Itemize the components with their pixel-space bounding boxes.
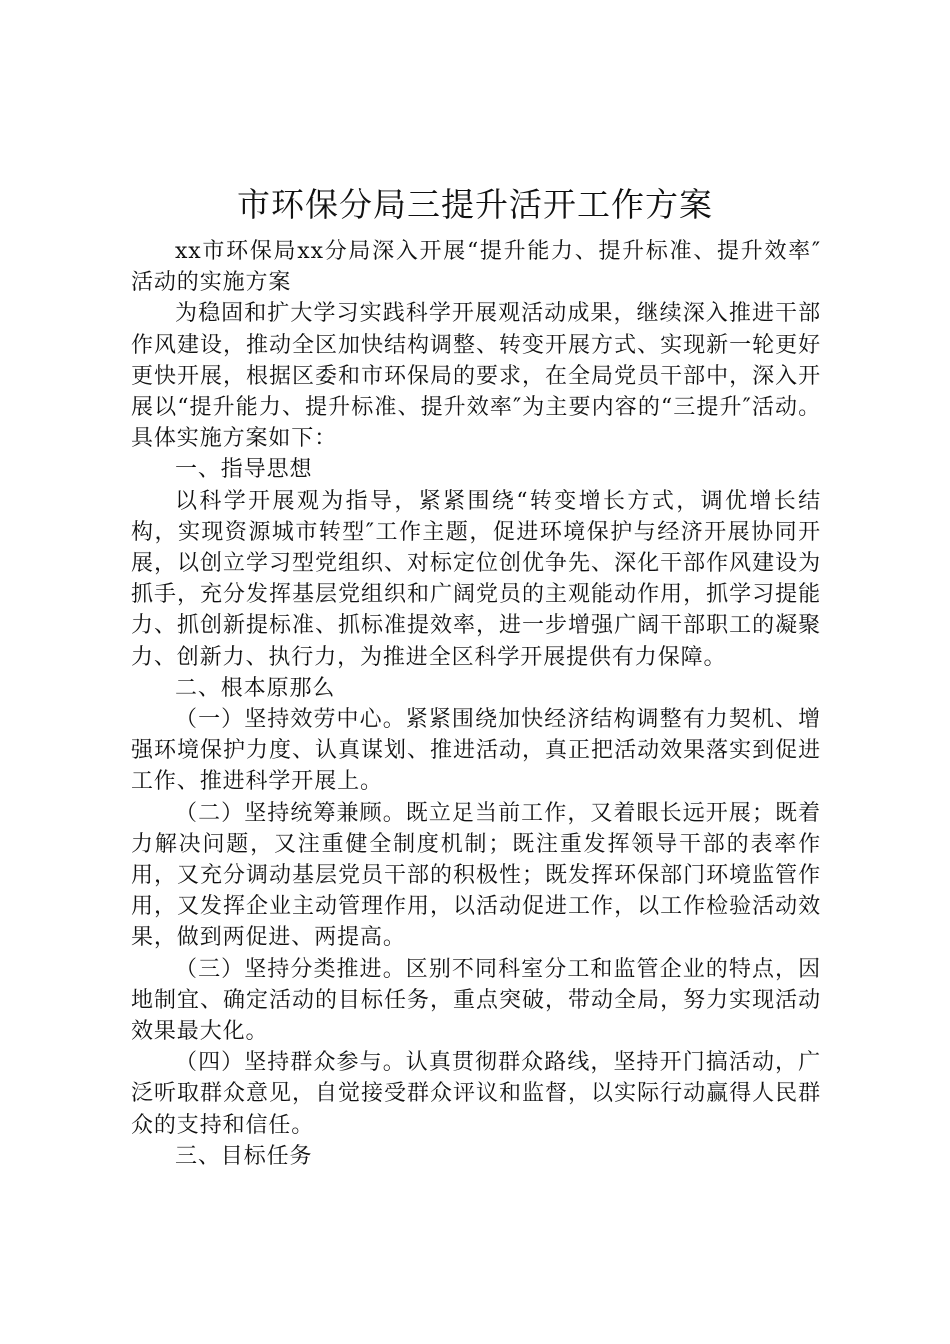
intro-paragraph: 为稳固和扩大学习实践科学开展观活动成果，继续深入推进干部作风建设，推动全区加快结构调整、转变开展方式、实现新一轮更好更快开展，根据区委和市环保局的要求，在全局党员干部中，深入开展以“提升能力、提升标准、提升效率″为主要内容的“三提升″活动。具体实施方案如下： bbox=[131, 301, 821, 452]
section-heading-objectives: 三、目标任务 bbox=[175, 1143, 313, 1169]
principle-paragraph-4: （四）坚持群众参与。认真贯彻群众路线，坚持开门搞活动，广泛听取群众意见，自觉接受群众评议和监督，以实际行动赢得人民群众的支持和信任。 bbox=[131, 1050, 821, 1138]
guiding-thought-paragraph: 以科学开展观为指导，紧紧围绕“转变增长方式，调优增长结构，实现资源城市转型″工作主题，促进环境保护与经济开展协同开展，以创立学习型党组织、对标定位创优争先、深化干部作风建设为抓手，充分发挥基层党组织和广阔党员的主观能动作用，抓学习提能力、抓创新提标准、抓标准提效率，进一步增强广阔干部职工的凝聚力、创新力、执行力，为推进全区科学开展提供有力保障。 bbox=[131, 488, 821, 670]
section-heading-basic-principles: 二、根本原那么 bbox=[175, 675, 336, 701]
principle-paragraph-3: （三）坚持分类推进。区别不同科室分工和监管企业的特点，因地制宜、确定活动的目标任务，重点突破，带动全局，努力实现活动效果最大化。 bbox=[131, 956, 821, 1045]
document-title: 市环保分局三提升活开工作方案 bbox=[237, 185, 713, 224]
subtitle-paragraph: xx市环保局xx分局深入开展“提升能力、提升标准、提升效率″活动的实施方案 bbox=[131, 239, 821, 296]
principle-paragraph-1: （一）坚持效劳中心。紧紧围绕加快经济结构调整有力契机、增强环境保护力度、认真谋划、推进活动，真正把活动效果落实到促进工作、推进科学开展上。 bbox=[131, 707, 821, 795]
principle-paragraph-2: （二）坚持统筹兼顾。既立足当前工作，又着眼长远开展；既着力解决问题，又注重健全制度机制；既注重发挥领导干部的表率作用，又充分调动基层党员干部的积极性；既发挥环保部门环境监管作用，又发挥企业主动管理作用，以活动促进工作，以工作检验活动效果，做到两促进、两提高。 bbox=[131, 800, 821, 951]
document-body bbox=[131, 236, 821, 1172]
section-heading-guiding-thought: 一、指导思想 bbox=[175, 457, 313, 483]
